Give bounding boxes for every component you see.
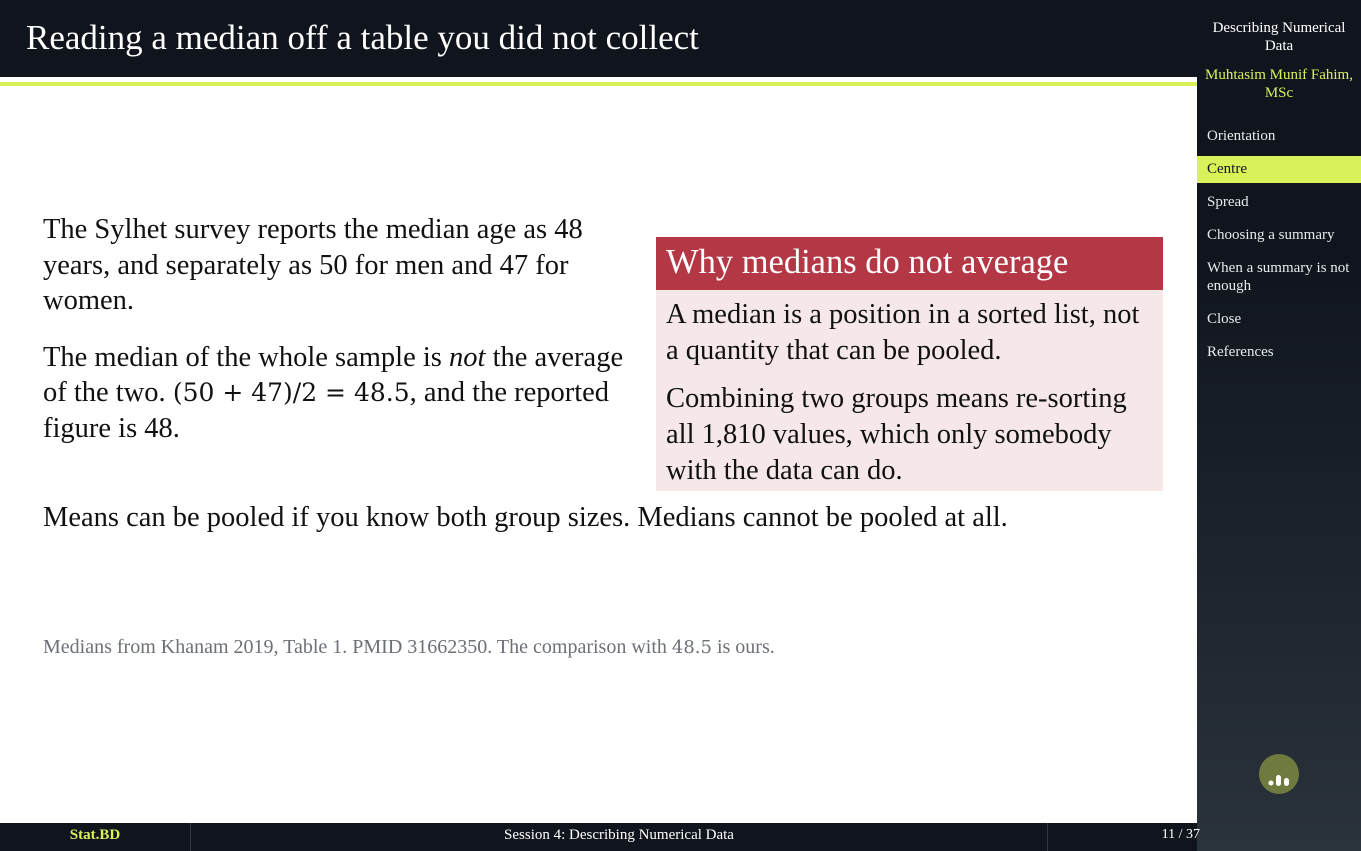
author-name: Muhtasim Munif Fahim, MSc [1205,67,1353,101]
emphasis-not: not [449,341,486,373]
nav-item-when-summary-not-enough[interactable]: When a summary is not enough [1207,260,1350,294]
source-before: Medians from Khanam 2019, Table 1. PMID 31662350. The comparison with [43,636,672,658]
callout-paragraph-resort: Combining two groups means re-sorting all 1,810 values, which only somebody with the data can do. [666,383,1127,486]
nav-item-close[interactable]: Close [1207,311,1242,327]
paragraph-median-report: The Sylhet survey reports the median age as 48 years, and separately as 50 for men and 47 for women. [43,214,583,316]
slide-footer [0,823,1200,851]
source-note [43,636,775,659]
source-after: is ours. [711,636,775,658]
nav-item-spread[interactable]: Spread [1207,194,1249,210]
slide-title: Reading a median off a table you did not collect [26,18,699,57]
nav-item-references[interactable]: References [1207,344,1274,360]
footer-session-title: Session 4: Describing Numerical Data [191,823,1048,851]
nav-item-choosing-a-summary[interactable]: Choosing a summary [1207,227,1335,243]
takeaway-line: Means can be pooled if you know both group sizes. Medians cannot be pooled at all. [43,502,1008,533]
nav-item-orientation[interactable]: Orientation [1207,128,1276,144]
menu-button[interactable] [1259,754,1299,794]
callout-box [656,237,1163,491]
slide-header [0,0,1197,77]
p2-after: , and the reported figure is 48. [43,377,610,444]
accent-divider [0,82,1197,86]
left-column [43,212,633,467]
p2-before: The median of the whole sample is [43,341,450,373]
deck-title: Describing Numerical Data [1212,20,1346,54]
paragraph-not-average [43,340,633,447]
sidebar [1197,0,1361,851]
callout-paragraph-position: A median is a position in a sorted list, not a quantity that can be pooled. [666,299,1140,366]
p2-mid: the average of the two. [43,341,624,408]
source-math: 48.5 [671,637,712,658]
math-average: (50 + 47)/2 = 48.5 [172,378,410,407]
section-nav [1197,123,1361,372]
bar-chart-icon [1267,766,1291,794]
nav-item-centre[interactable]: Centre [1197,156,1361,183]
callout-heading: Why medians do not average [656,237,1163,290]
callout-body [656,290,1163,489]
page-counter: 11 / 37 [1161,827,1200,842]
footer-brand: Stat.BD [0,823,191,851]
